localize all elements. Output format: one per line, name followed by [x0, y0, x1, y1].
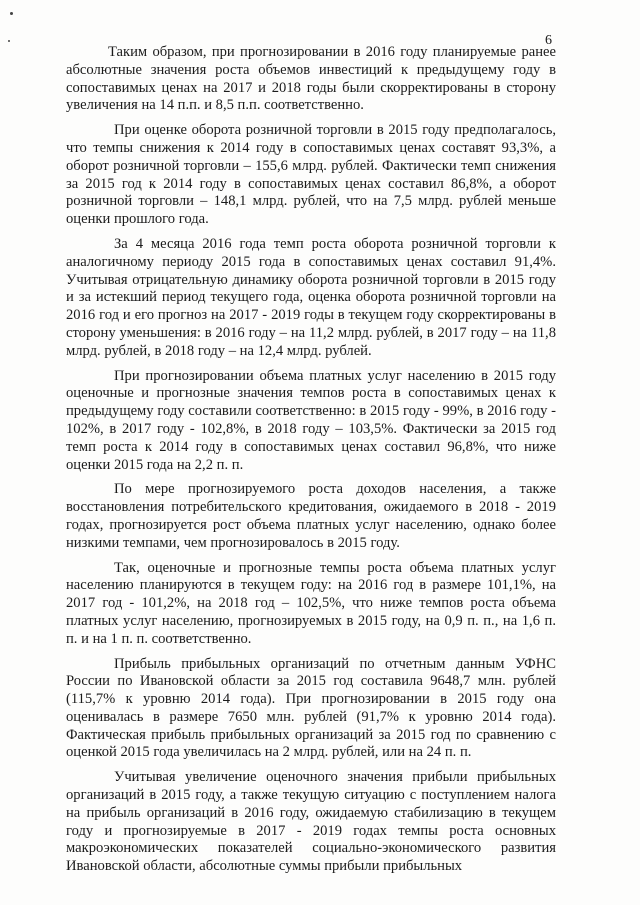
- paragraph: За 4 месяца 2016 года темп роста оборота розничной торговли к аналогичному периоду 2015 года в сопоставимых ценах составил 91,4%. Учитывая отрицательную динамику оборота розничной торговли в 2015 году и за истекший период текущего года, оценка оборота розничной торговли на 2016 год и его прогноз на 2017 - 2019 годы в текущем году скорректированы в сторону уменьшения: в 2016 году – на 11,2 млрд. рублей, в 2017 году – на 11,8 млрд. рублей, в 2018 году – на 12,4 млрд. рублей.: [66, 235, 556, 359]
- paragraph: Прибыль прибыльных организаций по отчетным данным УФНС России по Ивановской области за 2015 год составила 9648,7 млн. рублей (115,7% к уровню 2014 года). При прогнозировании в 2015 году она оценивалась в размере 7650 млн. рублей (91,7% к уровню 2014 года). Фактическая прибыль прибыльных организаций за 2015 год по сравнению с оценкой 2015 года увеличилась на 2 млрд. рублей, или на 24 п. п.: [66, 655, 556, 761]
- scan-speck: [10, 12, 13, 15]
- body-text: [66, 44, 556, 883]
- page-number: 6: [545, 33, 552, 48]
- paragraph: Так, оценочные и прогнозные темпы роста объема платных услуг населению планируются в текущем году: на 2016 год в размере 101,1%, на 2017 год - 101,2%, на 2018 год – 102,5%, что ниже темпов роста объема платных услуг населению, прогнозируемых в 2015 году, на 0,9 п. п., на 1,6 п. п. и на 1 п. п. соответственно.: [66, 559, 556, 647]
- scan-speck: [8, 40, 10, 42]
- paragraph: Таким образом, при прогнозировании в 2016 году планируемые ранее абсолютные значения роста объемов инвестиций к предыдущему году в сопоставимых ценах на 2017 и 2018 годы были скорректированы в сторону увеличения на 14 п.п. и 8,5 п.п. соответственно.: [66, 44, 556, 114]
- paragraph: При оценке оборота розничной торговли в 2015 году предполагалось, что темпы снижения к 2014 году в сопоставимых ценах составят 93,3%, а оборот розничной торговли – 155,6 млрд. рублей. Фактически темп снижения за 2015 год к 2014 году в сопоставимых ценах составил 86,8%, а оборот розничной торговли – 148,1 млрд. рублей, что на 7,5 млрд. рублей меньше оценки прошлого года.: [66, 122, 556, 228]
- paragraph: При прогнозировании объема платных услуг населению в 2015 году оценочные и прогнозные значения темпов роста в сопоставимых ценах к предыдущему году составили соответственно: в 2015 году - 99%, в 2016 году - 102%, в 2017 году - 102,8%, в 2018 году – 103,5%. Фактически за 2015 год темп роста к 2014 году в сопоставимых ценах составил 96,8%, что ниже оценки 2015 года на 2,2 п. п.: [66, 367, 556, 473]
- paragraph: Учитывая увеличение оценочного значения прибыли прибыльных организаций в 2015 году, а также текущую ситуацию с поступлением налога на прибыль организаций в 2016 году, ожидаемую стабилизацию в текущем году и прогнозируемые в 2017 - 2019 годах темпы роста основных макроэкономических показателей социально-экономического развития Ивановской области, абсолютные суммы прибыли прибыльных: [66, 769, 556, 875]
- paragraph: По мере прогнозируемого роста доходов населения, а также восстановления потребительского кредитования, ожидаемого в 2018 - 2019 годах, прогнозируется рост объема платных услуг населению, однако более низкими темпами, чем прогнозировалось в 2015 году.: [66, 481, 556, 551]
